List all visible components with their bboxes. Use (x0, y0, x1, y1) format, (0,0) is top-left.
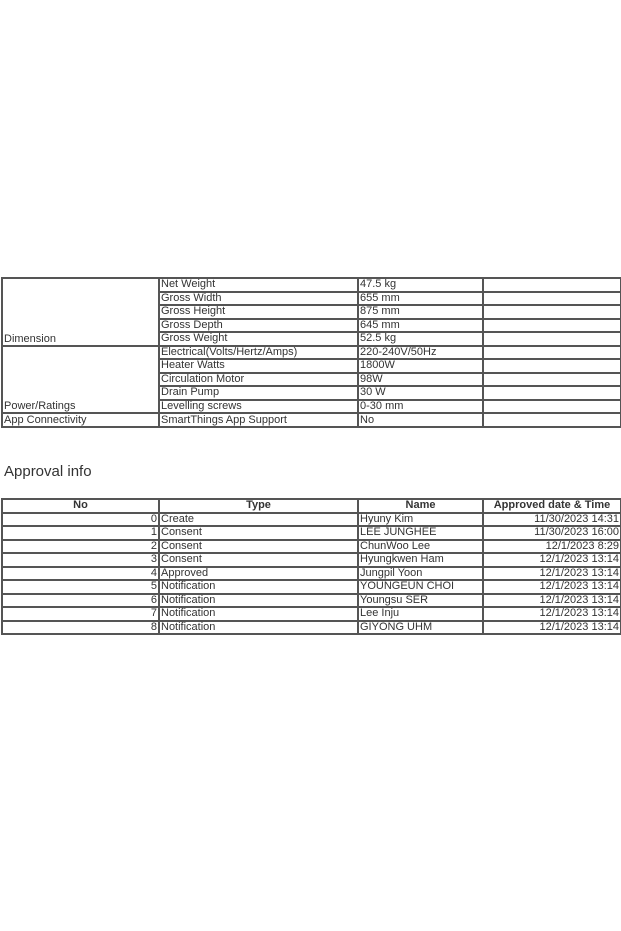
approval-no: 7 (2, 607, 159, 621)
spec-label: Levelling screws (159, 400, 358, 414)
approval-type: Consent (159, 526, 358, 540)
approval-type: Notification (159, 607, 358, 621)
spec-value: 30 W (358, 386, 483, 400)
spec-label: SmartThings App Support (159, 413, 358, 427)
spec-label: Gross Weight (159, 332, 358, 346)
approval-header-row (2, 499, 621, 513)
approval-type: Approved (159, 567, 358, 581)
approval-info-title: Approval info (4, 463, 92, 480)
table-row (2, 621, 621, 635)
spec-group-label: Dimension (2, 278, 159, 346)
spec-value: 0-30 mm (358, 400, 483, 414)
approval-name: ChunWoo Lee (358, 540, 483, 554)
spec-label: Gross Height (159, 305, 358, 319)
spec-row (2, 278, 621, 292)
approval-type: Notification (159, 580, 358, 594)
spec-extra (483, 292, 621, 306)
column-header-date: Approved date & Time (483, 499, 621, 513)
approval-no: 8 (2, 621, 159, 635)
approval-name: Hyungkwen Ham (358, 553, 483, 567)
approval-name: YOUNGEUN CHOI (358, 580, 483, 594)
table-row (2, 526, 621, 540)
approval-name: Youngsu SER (358, 594, 483, 608)
approval-date: 11/30/2023 14:31 (483, 513, 621, 527)
spec-extra (483, 346, 621, 360)
spec-extra (483, 400, 621, 414)
approval-table (1, 498, 621, 635)
approval-date: 12/1/2023 13:14 (483, 567, 621, 581)
column-header-name: Name (358, 499, 483, 513)
spec-group-label: Power/Ratings (2, 346, 159, 414)
approval-date: 12/1/2023 13:14 (483, 594, 621, 608)
spec-extra (483, 305, 621, 319)
column-header-no: No (2, 499, 159, 513)
spec-value: 875 mm (358, 305, 483, 319)
spec-value: 655 mm (358, 292, 483, 306)
approval-name: Jungpil Yoon (358, 567, 483, 581)
spec-value: 220-240V/50Hz (358, 346, 483, 360)
spec-extra (483, 359, 621, 373)
spec-label: Drain Pump (159, 386, 358, 400)
approval-type: Consent (159, 540, 358, 554)
approval-type: Create (159, 513, 358, 527)
spec-extra (483, 319, 621, 333)
spec-value: 98W (358, 373, 483, 387)
spec-label: Net Weight (159, 278, 358, 292)
spec-label: Gross Depth (159, 319, 358, 333)
spec-value: 1800W (358, 359, 483, 373)
approval-name: Hyuny Kim (358, 513, 483, 527)
spec-extra (483, 373, 621, 387)
spec-row (2, 413, 621, 427)
approval-name: GIYONG UHM (358, 621, 483, 635)
spec-value: 52.5 kg (358, 332, 483, 346)
approval-type: Notification (159, 594, 358, 608)
approval-type: Notification (159, 621, 358, 635)
spec-label: Heater Watts (159, 359, 358, 373)
approval-date: 12/1/2023 8:29 (483, 540, 621, 554)
approval-no: 4 (2, 567, 159, 581)
spec-value: 645 mm (358, 319, 483, 333)
table-row (2, 553, 621, 567)
spec-value: No (358, 413, 483, 427)
spec-extra (483, 332, 621, 346)
table-row (2, 540, 621, 554)
approval-date: 12/1/2023 13:14 (483, 607, 621, 621)
approval-type: Consent (159, 553, 358, 567)
spec-label: Gross Width (159, 292, 358, 306)
spec-group-label: App Connectivity (2, 413, 159, 427)
table-row (2, 567, 621, 581)
approval-date: 12/1/2023 13:14 (483, 553, 621, 567)
table-row (2, 513, 621, 527)
spec-extra (483, 278, 621, 292)
table-row (2, 580, 621, 594)
approval-no: 2 (2, 540, 159, 554)
approval-no: 3 (2, 553, 159, 567)
spec-extra (483, 386, 621, 400)
spec-label: Electrical(Volts/Hertz/Amps) (159, 346, 358, 360)
approval-date: 12/1/2023 13:14 (483, 621, 621, 635)
spec-label: Circulation Motor (159, 373, 358, 387)
spec-extra (483, 413, 621, 427)
approval-no: 6 (2, 594, 159, 608)
spec-row (2, 346, 621, 360)
approval-date: 12/1/2023 13:14 (483, 580, 621, 594)
approval-no: 5 (2, 580, 159, 594)
table-row (2, 594, 621, 608)
approval-no: 0 (2, 513, 159, 527)
table-row (2, 607, 621, 621)
approval-name: Lee Inju (358, 607, 483, 621)
approval-date: 11/30/2023 16:00 (483, 526, 621, 540)
column-header-type: Type (159, 499, 358, 513)
spec-table (1, 277, 621, 428)
spec-value: 47.5 kg (358, 278, 483, 292)
approval-name: LEE JUNGHEE (358, 526, 483, 540)
approval-no: 1 (2, 526, 159, 540)
